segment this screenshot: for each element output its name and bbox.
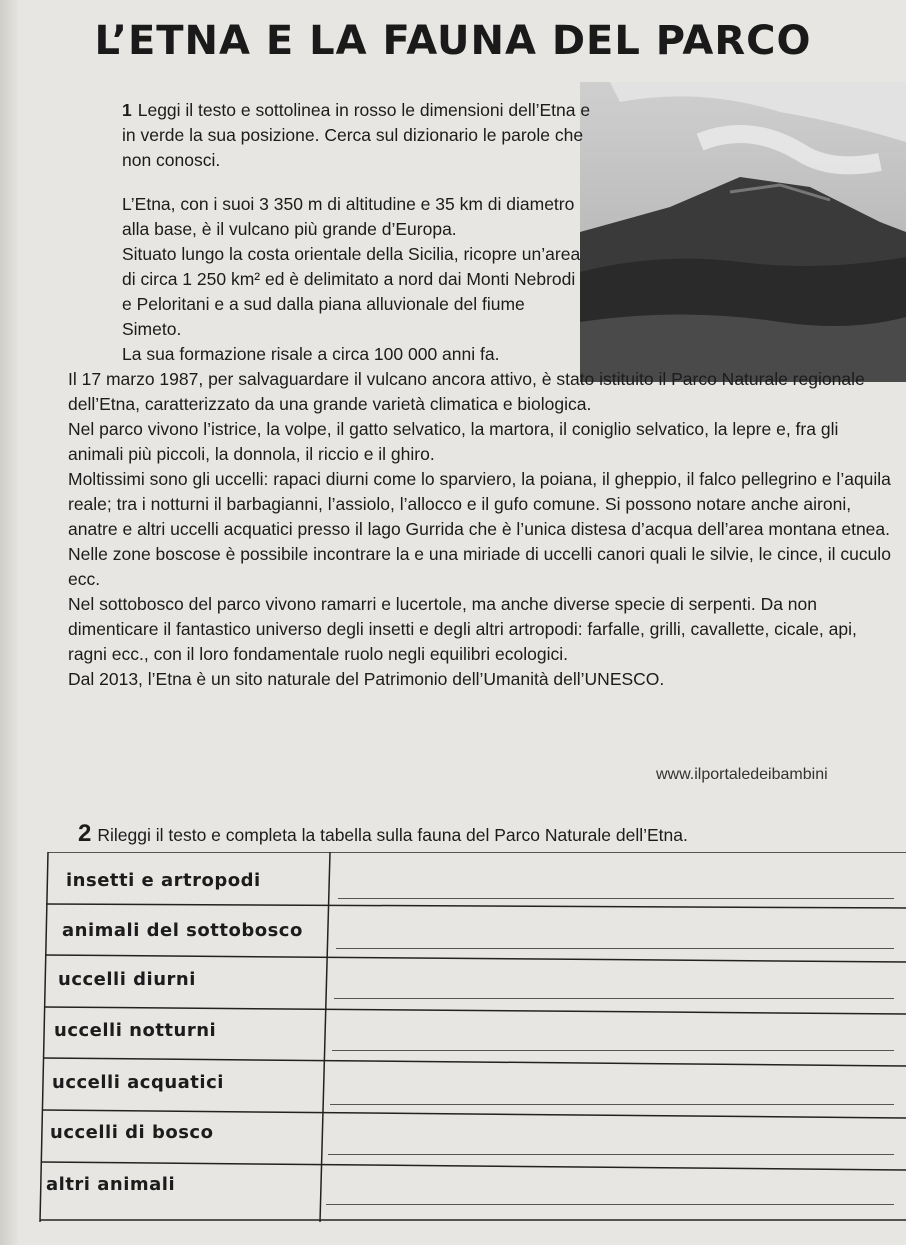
paragraph: La sua formazione risale a circa 100 000 anni fa.	[122, 344, 500, 364]
main-text	[68, 367, 898, 692]
table-row-label: uccelli diurni	[58, 969, 196, 990]
task1-number: 1	[122, 100, 132, 120]
table-row-label: animali del sottobosco	[62, 920, 303, 941]
etna-photo	[580, 82, 906, 382]
source-url: www.ilportaledeibambini	[656, 766, 828, 783]
paragraph: Situato lungo la costa orientale della Sicilia, ricopre un’area di circa 1 250 km² ed è delimitato a nord dai Monti Nebrodi e Peloritani e a sud dalla piana alluvionale del fiume Simeto.	[122, 244, 581, 339]
answer-line[interactable]	[332, 1050, 894, 1051]
task2-text: Rileggi il testo e completa la tabella sulla fauna del Parco Naturale dell’Etna.	[97, 825, 688, 845]
table-row-label: altri animali	[46, 1174, 176, 1195]
paragraph: Dal 2013, l’Etna è un sito naturale del Patrimonio dell’Umanità dell’UNESCO.	[68, 669, 665, 689]
task2-number: 2	[78, 820, 92, 847]
task1-text: Leggi il testo e sottolinea in rosso le dimensioni dell’Etna e in verde la sua posizione. Cerca sul dizionario le parole che non conosci.	[122, 100, 591, 170]
task2	[78, 820, 688, 848]
table-row-label: uccelli di bosco	[50, 1122, 214, 1143]
paragraph: Moltissimi sono gli uccelli: rapaci diurni come lo sparviero, la poiana, il gheppio, il falco pellegrino e l’aquila reale; tra i notturni il barbagianni, l’assiolo, l’allocco e il gufo comune. Si possono notare anche aironi, anatre e altri uccelli acquatici presso il lago Gurrida che è l’unica distesa d’acqua dell’area montana etnea. Nelle zone boscose è possibile incontrare la e una miriade di uccelli canori quali le silvie, le cince, il cuculo ecc.	[68, 469, 891, 589]
answer-line[interactable]	[338, 898, 894, 899]
intro-text	[122, 192, 582, 367]
paragraph: Nel sottobosco del parco vivono ramarri e lucertole, ma anche diverse specie di serpenti. Da non dimenticare il fantastico universo degli insetti e degli altri artropodi: farfalle, grilli, cavallette, cicale, api, ragni ecc., con il loro fondamentale ruolo negli equilibri ecologici.	[68, 594, 857, 664]
table-row-label: uccelli acquatici	[52, 1072, 224, 1093]
paragraph: L’Etna, con i suoi 3 350 m di altitudine e 35 km di diametro alla base, è il vulcano più grande d’Europa.	[122, 194, 575, 239]
page-edge	[0, 0, 18, 1245]
answer-line[interactable]	[336, 948, 894, 949]
answer-line[interactable]	[326, 1204, 894, 1205]
task1	[122, 98, 592, 173]
paragraph: Nel parco vivono l’istrice, la volpe, il gatto selvatico, la martora, il coniglio selvatico, la lepre e, fra gli animali più piccoli, la donnola, il riccio e il ghiro.	[68, 419, 839, 464]
table-row-label: insetti e artropodi	[66, 870, 261, 891]
table-row-label: uccelli notturni	[54, 1020, 217, 1041]
answer-line[interactable]	[330, 1104, 894, 1105]
answer-line[interactable]	[328, 1154, 894, 1155]
page-title: L’ETNA E LA FAUNA DEL PARCO	[94, 18, 812, 64]
fauna-table	[38, 852, 906, 1222]
paragraph: Il 17 marzo 1987, per salvaguardare il vulcano ancora attivo, è stato istituito il Parco Naturale regionale dell’Etna, caratterizzato da una grande varietà climatica e biologica.	[68, 369, 865, 414]
answer-line[interactable]	[334, 998, 894, 999]
